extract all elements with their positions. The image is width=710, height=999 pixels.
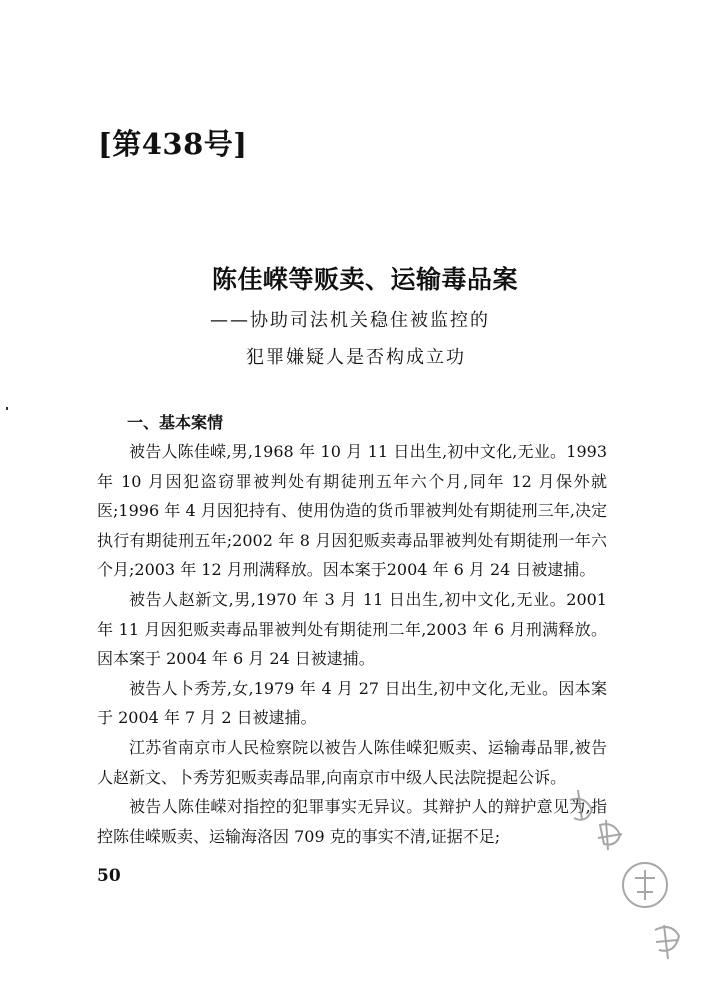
- case-number: [第438号]: [98, 127, 248, 161]
- paragraph-defendant-bu: 被告人卜秀芳,女,1979 年 4 月 27 日出生,初中文化,无业。因本案于 2004 年 7 月 2 日被逮捕。: [97, 678, 607, 728]
- section-heading-basic-facts: 一、基本案情: [127, 413, 224, 432]
- case-subtitle-line2: 犯罪嫌疑人是否构成立功: [246, 347, 466, 368]
- paragraph-defense-opinion: 被告人陈佳嵘对指控的犯罪事实无异议。其辩护人的辩护意见为,指控陈佳嵘贩卖、运输海洛因 709 克的事实不清,证据不足;: [97, 797, 607, 846]
- paragraph-defendant-zhao: 被告人赵新文,男,1970 年 3 月 11 日出生,初中文化,无业。2001 年 11 月因犯贩卖毒品罪被判处有期徒刑二年,2003 年 6 月刑满释放。因本案于 2004 年 6 月 24 日被逮捕。: [97, 589, 607, 669]
- case-subtitle-line1: ——协助司法机关稳住被监控的: [210, 310, 490, 331]
- paragraph-defendant-chen: 被告人陈佳嵘,男,1968 年 10 月 11 日出生,初中文化,无业。1993 年 10 月因犯盗窃罪被判处有期徒刑五年六个月,同年 12 月保外就医;1996 年 4 月因犯持有、使用伪造的货币罪被判处有期徒刑三年,决定执行有期徒刑五年;2002 年 8 月因犯贩卖毒品罪被判处有期徒刑一年六个月;2003 年 12 月刑满释放。因本案于2004 年 6 月 24 日被逮捕。: [97, 442, 607, 580]
- case-title: 陈佳嵘等贩卖、运输毒品案: [211, 265, 518, 294]
- scan-speck: [6, 407, 8, 410]
- case-body: [97, 437, 607, 851]
- paragraph-prosecution: 江苏省南京市人民检察院以被告人陈佳嵘犯贩卖、运输毒品罪,被告人赵新文、卜秀芳犯贩卖毒品罪,向南京市中级人民法院提起公诉。: [97, 737, 607, 787]
- page-number: 50: [97, 866, 121, 886]
